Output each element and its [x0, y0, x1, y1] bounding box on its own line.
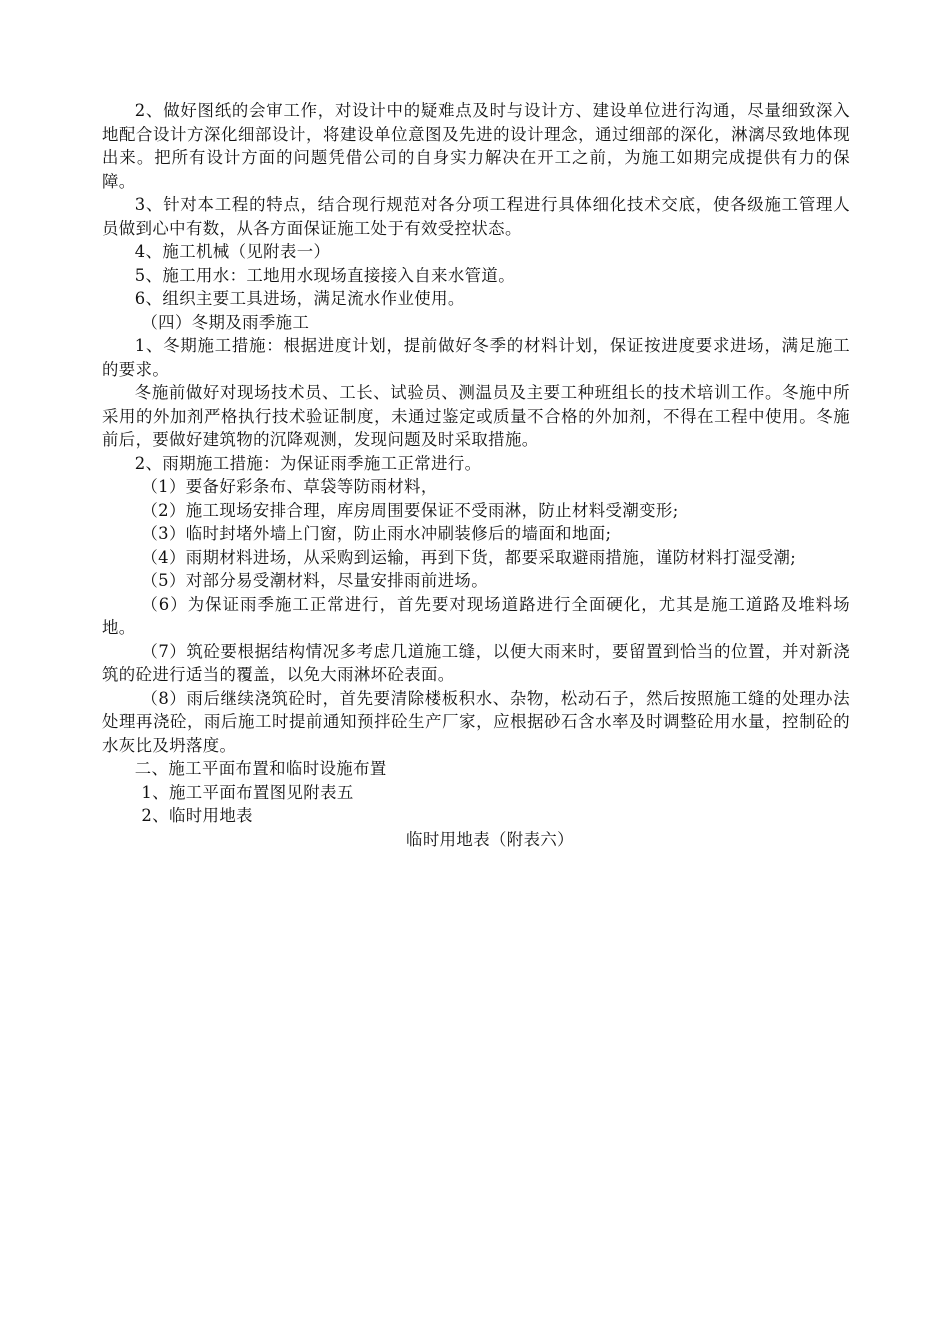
list-item-rain-2: （2）施工现场安排合理，库房周围要保证不受雨淋，防止材料受潮变形; — [141, 500, 679, 520]
paragraph-machinery: 4、施工机械（见附表一） — [134, 242, 331, 261]
list-item-rain-8: （8）雨后继续浇筑砼时，首先要清除楼板积水、杂物，松动石子，然后按照施工缝的处理办法处理再浇砼，雨后施工时提前通知预拌砼生产厂家，应根据砂石含水率及时调整砼用水量，控制砼的水灰比及坍落度。 — [102, 688, 850, 755]
list-item-rain-5: （5）对部分易受潮材料，尽量安排雨前进场。 — [141, 571, 488, 590]
paragraph-water: 5、施工用水：工地用水现场直接接入自来水管道。 — [134, 265, 516, 285]
document-page — [102, 99, 850, 851]
paragraph-tools: 6、组织主要工具进场，满足流水作业使用。 — [134, 289, 465, 308]
section-heading-site-layout: 二、施工平面布置和临时设施布置 — [134, 759, 387, 778]
paragraph-temporary-land: 2、临时用地表 — [141, 806, 253, 825]
table-caption: 临时用地表（附表六） — [406, 829, 574, 849]
paragraph-layout-plan: 1、施工平面布置图见附表五 — [141, 782, 354, 802]
list-item-rain-1: （1）要备好彩条布、草袋等防雨材料， — [141, 477, 438, 496]
paragraph-winter-training: 冬施前做好对现场技术员、工长、试验员、测温员及主要工种班组长的技术培训工作。冬施中所采用的外加剂严格执行技术验证制度，未通过鉴定或质量不合格的外加剂，不得在工程中使用。冬施前后，要做好建筑物的沉降观测，发现问题及时采取措施。 — [102, 383, 850, 449]
list-item-rain-3: （3）临时封堵外墙上门窗，防止雨水冲刷装修后的墙面和地面; — [141, 524, 612, 543]
list-item-rain-6: （6）为保证雨季施工正常进行，首先要对现场道路进行全面硬化，尤其是施工道路及堆料场地。 — [102, 594, 850, 637]
paragraph-rainy-measures: 2、雨期施工措施：为保证雨季施工正常进行。 — [134, 453, 482, 473]
section-heading-winter-rainy: （四）冬期及雨季施工 — [141, 312, 310, 332]
paragraph-winter-measures: 1、冬期施工措施：根据进度计划，提前做好冬季的材料计划，保证按进度要求进场，满足施工的要求。 — [102, 336, 850, 379]
list-item-rain-7: （7）筑砼要根据结构情况多考虑几道施工缝，以便大雨来时，要留置到恰当的位置，并对新浇筑的砼进行适当的覆盖，以免大雨淋坏砼表面。 — [102, 641, 850, 684]
paragraph-technical-briefing: 3、针对本工程的特点，结合现行规范对各分项工程进行具体细化技术交底，使各级施工管理人员做到心中有数，从各方面保证施工处于有效受控状态。 — [102, 195, 850, 238]
paragraph-drawing-review: 2、做好图纸的会审工作，对设计中的疑难点及时与设计方、建设单位进行沟通，尽量细致深入地配合设计方深化细部设计，将建设单位意图及先进的设计理念，通过细部的深化，淋漓尽致地体现出来。把所有设计方面的问题凭借公司的自身实力解决在开工之前，为施工如期完成提供有力的保障。 — [102, 101, 850, 191]
list-item-rain-4: （4）雨期材料进场，从采购到运输，再到下货，都要采取避雨措施，谨防材料打湿受潮; — [141, 547, 797, 567]
